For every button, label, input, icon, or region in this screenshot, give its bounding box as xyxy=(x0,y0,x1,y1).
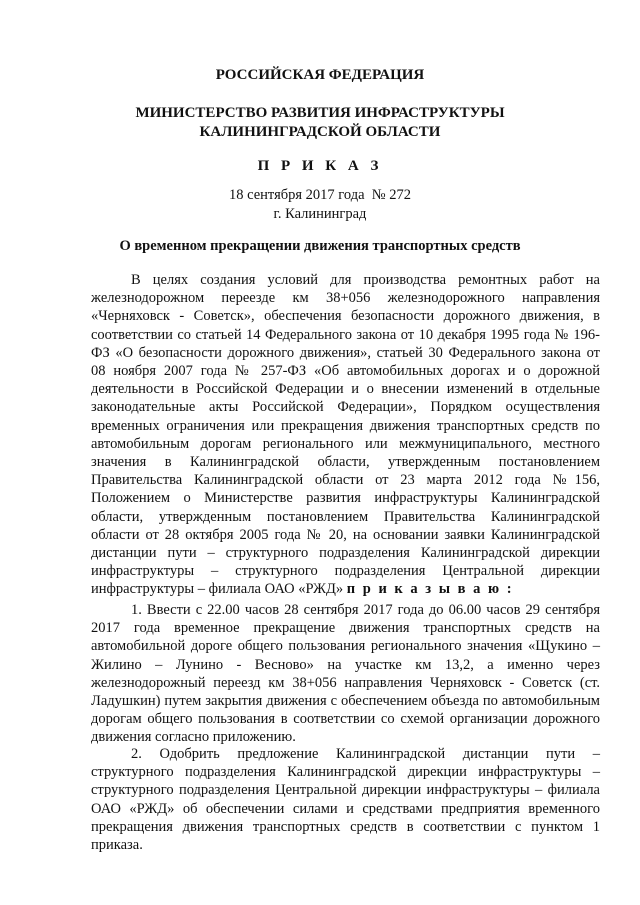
order-item-2-text: 2. Одобрить предложение Калининградской дистанции пути – структурного подразделения Калининградской дирекции инфраструктуры – структурного подразделения Центральной дирекции инфраструктуры – филиала ОАО «РЖД» об обеспечении силами и средствами предприятия временного прекращения движения транспортных средств в соответствии с пунктом 1 приказа. xyxy=(91,746,600,854)
ministry-title xyxy=(0,104,640,142)
ministry-title-line1: МИНИСТЕРСТВО РАЗВИТИЯ ИНФРАСТРУКТУРЫ xyxy=(135,105,505,121)
order-item-1-text: 1. Ввести с 22.00 часов 28 сентября 2017 года до 06.00 часов 29 сентября 2017 года временное прекращение движения транспортных средств на автомобильной дороге общего пользования регионального значения «Щукино – Жилино – Лунино - Весново» на участке км 13,2, а именно через железнодорожный переезд км 38+056 направления Черняховск - Советск (ст. Ладушкин) путем закрытия движения с обеспечением объезда по автомобильным дорогам общего пользования в соответствии со схемой организации дорожного движения согласно приложению. xyxy=(91,602,600,746)
order-subject: О временном прекращении движения транспортных средств xyxy=(119,238,521,254)
order-item-2 xyxy=(91,745,600,854)
country-title: РОССИЙСКАЯ ФЕДЕРАЦИЯ xyxy=(215,67,425,83)
order-item-1 xyxy=(91,601,600,747)
date-and-number-block xyxy=(0,186,640,224)
date-number: 18 сентября 2017 года № 272 xyxy=(229,187,411,203)
document-type: П Р И К А З xyxy=(257,158,383,174)
decree-word: п р и к а з ы в а ю : xyxy=(346,581,514,598)
preamble-text: В целях создания условий для производства ремонтных работ на железнодорожном переезде км 38+056 железнодорожного направления «Черняховск - Советск», обеспечения безопасности дорожного движения, в соответствии со статьей 14 Федерального закона от 10 декабря 1995 года № 196-ФЗ «О безопасности дорожного движения», статьей 30 Федерального закона от 08 ноября 2007 года № 257-ФЗ «Об автомобильных дорогах и о дорожной деятельности в Российской Федерации и о внесении изменений в отдельные законодательные акты Российской Федерации», Порядком осуществления временных ограничения или прекращения движения транспортных средств по автомобильным дорогам регионального или межмуниципального, местного значения в Калининградской области, утвержденным постановлением Правительства Калининградской области от 23 марта 2012 года №156, Положением о Министерстве развития инфраструктуры Калининградской области, утвержденным постановлением Правительства Калининградской области от 28 октября 2005 года № 20, на основании заявки Калининградской дистанции пути – структурного подразделения Калининградской дирекции инфраструктуры – структурного подразделения Центральной дирекции инфраструктуры – филиала ОАО «РЖД» xyxy=(91,272,600,598)
city: г. Калининград xyxy=(273,206,367,222)
ministry-title-line2: КАЛИНИНГРАДСКОЙ ОБЛАСТИ xyxy=(199,124,441,140)
preamble-paragraph xyxy=(91,271,600,599)
preamble xyxy=(91,271,600,599)
